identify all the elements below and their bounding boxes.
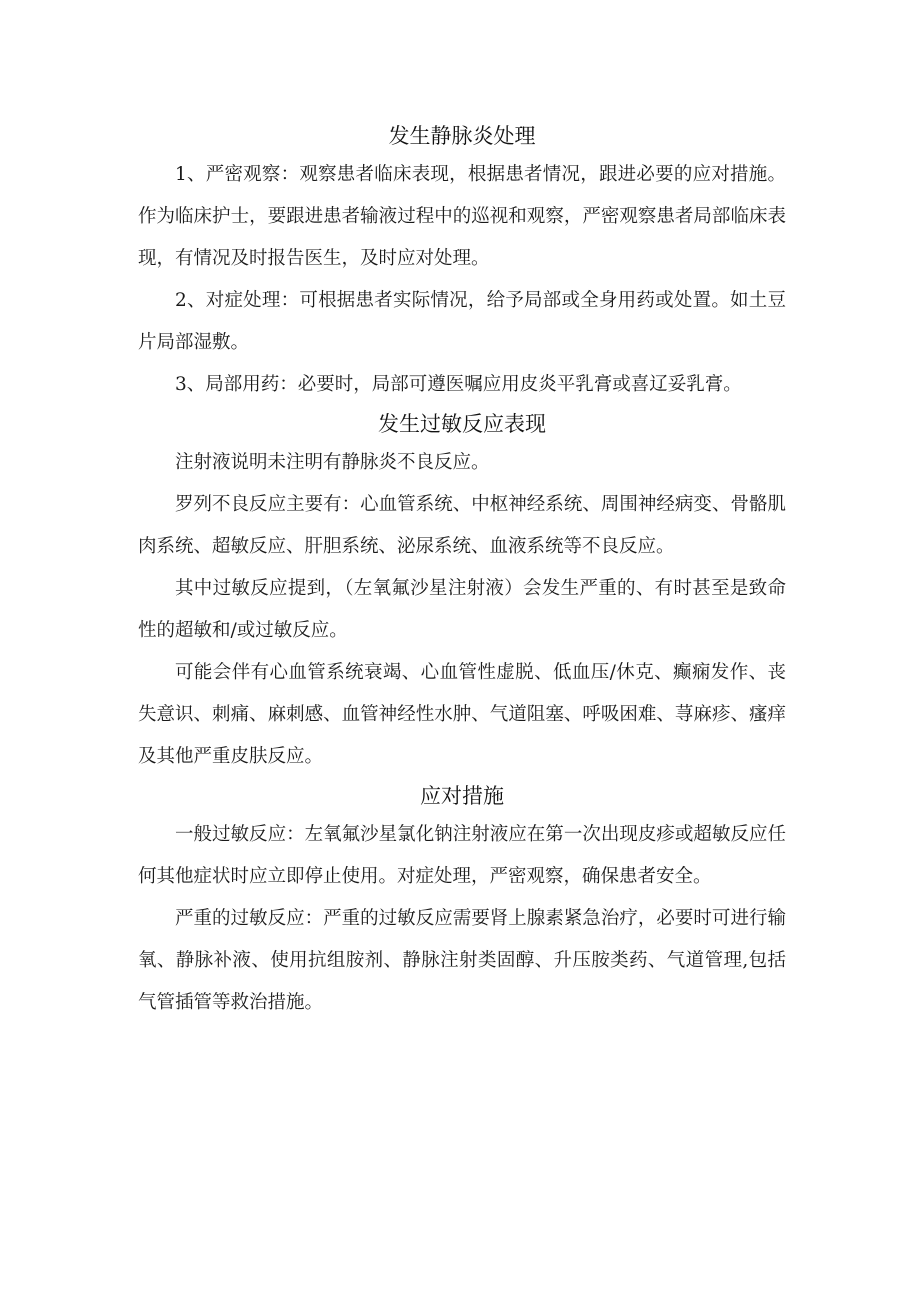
paragraph: 一般过敏反应：左氧氟沙星氯化钠注射液应在第一次出现皮疹或超敏反应任何其他症状时应立即停止使用。对症处理，严密观察，确保患者安全。 [138,824,786,887]
section-phlebitis-treatment [138,118,786,406]
paragraph: 罗列不良反应主要有：心血管系统、中枢神经系统、周围神经病变、骨骼肌肉系统、超敏反应、肝胆系统、泌尿系统、血液系统等不良反应。 [138,494,786,557]
section-title: 发生静脉炎处理 [388,124,536,148]
paragraph: 严重的过敏反应：严重的过敏反应需要肾上腺素紧急治疗，必要时可进行输氧、静脉补液、使用抗组胺剂、静脉注射类固醇、升压胺类药、气道管理,包括气管插管等救治措施。 [138,908,786,1013]
section-allergy-symptoms [138,406,786,778]
paragraph: 1、严密观察：观察患者临床表现，根据患者情况，跟进必要的应对措施。作为临床护士，要跟进患者输液过程中的巡视和观察，严密观察患者局部临床表现，有情况及时报告医生，及时应对处理。 [138,164,786,269]
document-body [138,118,786,1024]
section-countermeasures [138,778,786,1024]
paragraph: 其中过敏反应提到，（左氧氟沙星注射液）会发生严重的、有时甚至是致命性的超敏和/或过敏反应。 [138,578,786,641]
section-title: 应对措施 [420,784,504,808]
paragraph: 2、对症处理：可根据患者实际情况，给予局部或全身用药或处置。如土豆片局部湿敷。 [138,290,786,353]
paragraph: 注射液说明未注明有静脉炎不良反应。 [175,452,490,473]
section-title: 发生过敏反应表现 [378,412,546,436]
paragraph: 3、局部用药：必要时，局部可遵医嘱应用皮炎平乳膏或喜辽妥乳膏。 [175,374,742,395]
paragraph: 可能会伴有心血管系统衰竭、心血管性虚脱、低血压/休克、癫痫发作、丧失意识、刺痛、麻刺感、血管神经性水肿、气道阻塞、呼吸困难、荨麻疹、瘙痒及其他严重皮肤反应。 [138,662,786,767]
